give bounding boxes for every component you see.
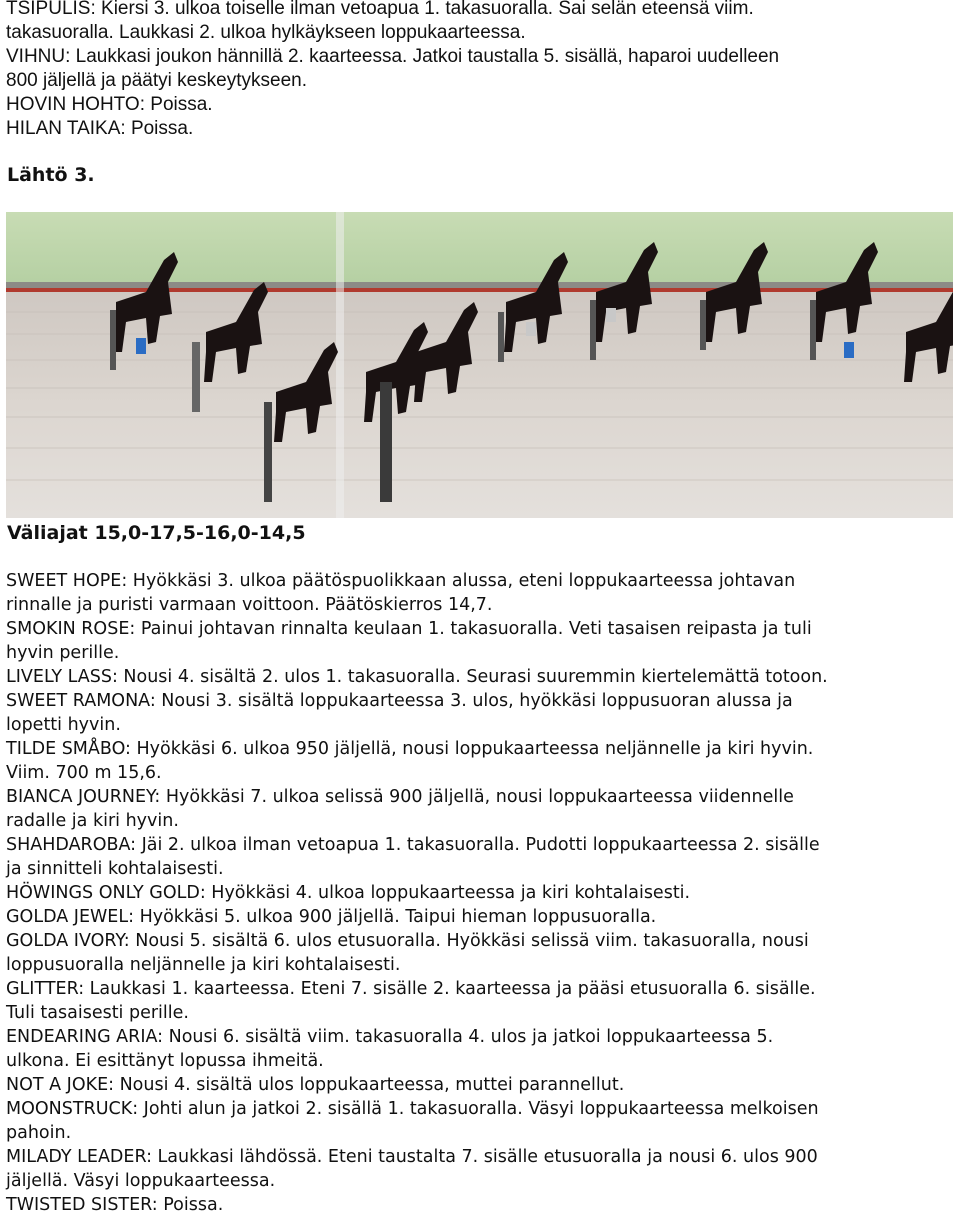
rail [6, 282, 953, 288]
comment-line: BIANCA JOURNEY: Hyökkäsi 7. ulkoa selissä 900 jäljellä, nousi loppukaarteessa viidennelle [6, 787, 794, 807]
finish-photo-svg [6, 212, 953, 518]
comment-line: rinnalle ja puristi varmaan voittoon. Päätöskierros 14,7. [6, 595, 493, 615]
finish-line [336, 212, 344, 518]
comment-line: MILADY LEADER: Laukkasi lähdössä. Eteni taustalta 7. sisälle etusuoralla ja nousi 6. ulos 900 [6, 1147, 818, 1167]
comment-line: TSIPULIS: Kiersi 3. ulkoa toiselle ilman vetoapua 1. takasuoralla. Sai selän eteensä viim. [6, 0, 754, 19]
comment-line: ENDEARING ARIA: Nousi 6. sisältä viim. takasuoralla 4. ulos ja jatkoi loppukaarteessa 5. [6, 1027, 774, 1047]
comment-line: GLITTER: Laukkasi 1. kaarteessa. Eteni 7. sisälle 2. kaarteessa ja pääsi etusuoralla 6. sisälle. [6, 979, 816, 999]
race-title: Lähtö 3. [7, 164, 95, 186]
split-times: Väliajat 15,0-17,5-16,0-14,5 [7, 522, 306, 544]
race-comments [6, 569, 956, 1217]
comment-line: hyvin perille. [6, 643, 120, 663]
finish-photo-image [6, 212, 953, 518]
comment-line: MOONSTRUCK: Johti alun ja jatkoi 2. sisällä 1. takasuoralla. Väsyi loppukaarteessa melkoisen [6, 1099, 819, 1119]
comment-line: LIVELY LASS: Nousi 4. sisältä 2. ulos 1. takasuoralla. Seurasi suuremmin kiertelemättä totoon. [6, 667, 828, 687]
comment-line: GOLDA IVORY: Nousi 5. sisältä 6. ulos etusuoralla. Hyökkäsi selissä viim. takasuoralla, nousi [6, 931, 809, 951]
comment-line: pahoin. [6, 1123, 72, 1143]
comment-line: SWEET RAMONA: Nousi 3. sisältä loppukaarteessa 3. ulos, hyökkäsi loppusuoran alussa ja [6, 691, 793, 711]
comment-line: SWEET HOPE: Hyökkäsi 3. ulkoa päätöspuolikkaan alussa, eteni loppukaarteessa johtavan [6, 571, 796, 591]
comment-line: HÖWINGS ONLY GOLD: Hyökkäsi 4. ulkoa loppukaarteessa ja kiri kohtalaisesti. [6, 883, 691, 903]
comment-line: NOT A JOKE: Nousi 4. sisältä ulos loppukaarteessa, muttei parannellut. [6, 1075, 625, 1095]
comment-line: HOVIN HOHTO: Poissa. [6, 94, 213, 115]
comment-line: TILDE SMÅBO: Hyökkäsi 6. ulkoa 950 jäljellä, nousi loppukaarteessa neljännelle ja kiri hyvin. [6, 739, 814, 759]
comment-line: VIHNU: Laukkasi joukon hännillä 2. kaarteessa. Jatkoi taustalla 5. sisällä, haparoi uudelleen [6, 46, 780, 67]
comment-line: takasuoralla. Laukkasi 2. ulkoa hylkäykseen loppukaarteessa. [6, 22, 526, 43]
comment-line: Viim. 700 m 15,6. [6, 763, 162, 783]
comment-line: 800 jäljellä ja päätyi keskeytykseen. [6, 70, 308, 91]
comment-line: SMOKIN ROSE: Painui johtavan rinnalta keulaan 1. takasuoralla. Veti tasaisen reipasta ja tuli [6, 619, 812, 639]
comment-line: radalle ja kiri hyvin. [6, 811, 179, 831]
grass-band [6, 212, 953, 288]
comment-line: ja sinnitteli kohtalaisesti. [6, 859, 224, 879]
comment-line: lopetti hyvin. [6, 715, 121, 735]
comment-line: TWISTED SISTER: Poissa. [6, 1195, 224, 1215]
comment-line: SHAHDAROBA: Jäi 2. ulkoa ilman vetoapua 1. takasuoralla. Pudotti loppukaarteessa 2. sisälle [6, 835, 820, 855]
comment-line: Tuli tasaisesti perille. [6, 1003, 189, 1023]
comment-line: jäljellä. Väsyi loppukaarteessa. [6, 1171, 276, 1191]
comment-line: ulkona. Ei esittänyt lopussa ihmeitä. [6, 1051, 324, 1071]
comment-line: loppusuoralla neljännelle ja kiri kohtalaisesti. [6, 955, 401, 975]
comment-line: GOLDA JEWEL: Hyökkäsi 5. ulkoa 900 jäljellä. Taipui hieman loppusuoralla. [6, 907, 657, 927]
comment-line: HILAN TAIKA: Poissa. [6, 118, 194, 139]
previous-race-comments [6, 0, 956, 141]
